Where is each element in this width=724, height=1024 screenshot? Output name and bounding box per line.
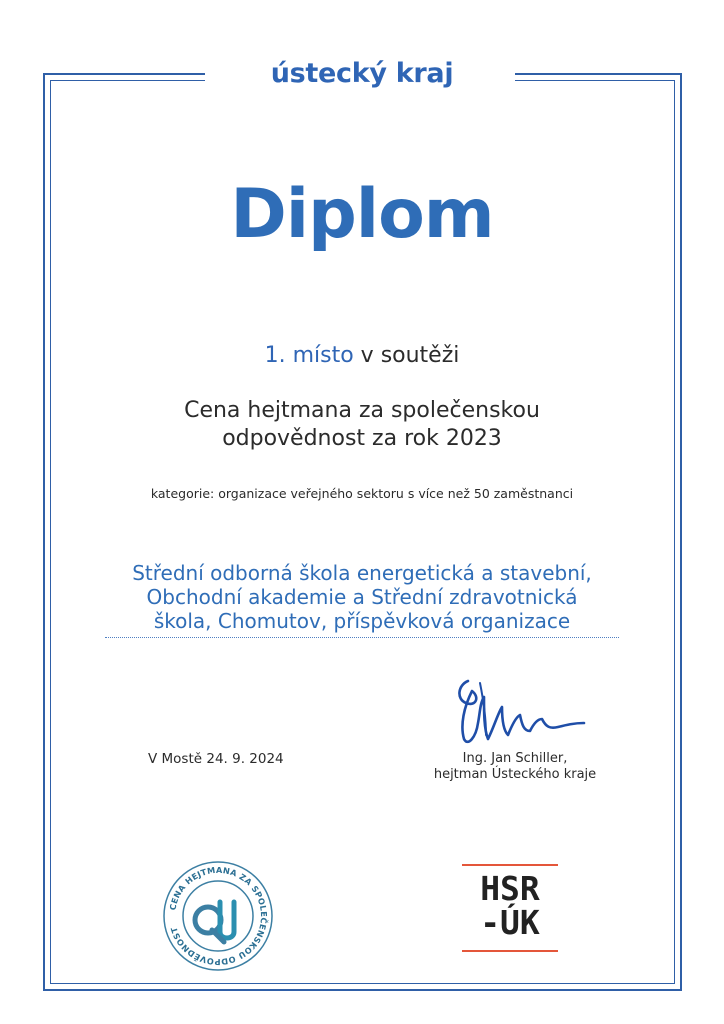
award-name <box>0 397 724 453</box>
award-category: kategorie: organizace veřejného sektoru s více než 50 zaměstnanci <box>150 486 574 501</box>
hsr-logo-text <box>462 869 558 942</box>
award-line-1: Cena hejtmana za společenskou <box>184 398 540 423</box>
signer-name: Ing. Jan Schiller, <box>462 751 568 766</box>
recipient-line-1: Střední odborná škola energetická a stavební, <box>132 561 592 585</box>
region-logo: ústecký kraj <box>270 58 454 89</box>
award-seal-icon <box>162 860 274 972</box>
signature-icon <box>450 673 590 753</box>
recipient-line-2: Obchodní akademie a Střední zdravotnická <box>146 585 578 609</box>
recipient-name <box>0 561 724 633</box>
dotted-divider <box>105 637 619 638</box>
placement-rank: 1. místo <box>264 343 354 368</box>
hsr-top-rule <box>462 864 558 866</box>
hsr-line-1: HSR <box>480 869 540 908</box>
diploma-title: Diplom <box>230 175 494 254</box>
award-line-2: odpovědnost za rok 2023 <box>222 426 502 451</box>
place-and-date: V Mostě 24. 9. 2024 <box>148 751 284 767</box>
signer <box>390 751 640 783</box>
recipient-line-3: škola, Chomutov, příspěvková organizace <box>153 609 571 633</box>
signer-role: hejtman Ústeckého kraje <box>433 767 597 782</box>
hsr-line-2: -ÚK <box>480 903 540 942</box>
hsr-uk-logo <box>462 864 558 952</box>
hsr-bottom-rule <box>462 950 558 952</box>
svg-text:CENA HEJTMANA ZA SPOLEČENSKOU: CENA HEJTMANA ZA SPOLEČENSKOU ODPOVĚDNOST <box>167 864 270 968</box>
placement-rest: v soutěži <box>353 343 460 368</box>
placement-line <box>0 343 724 368</box>
